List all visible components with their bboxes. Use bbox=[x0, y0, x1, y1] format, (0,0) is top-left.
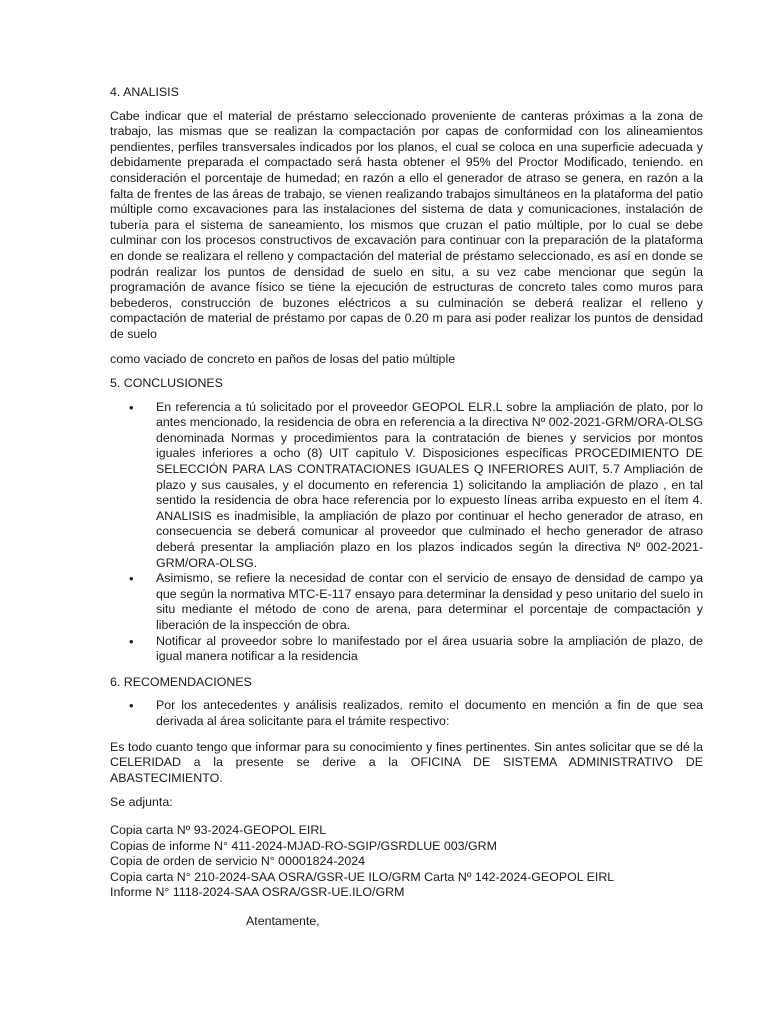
analysis-paragraph-continuation: como vaciado de concreto en paños de losas del patio múltiple bbox=[110, 351, 456, 366]
list-item-text: Notificar al proveedor sobre lo manifestado por el área usuaria sobre la ampliación de plazo, de igual manera notificar a la residencia bbox=[156, 633, 703, 664]
signoff: Atentamente, bbox=[246, 913, 320, 928]
bullet-icon: • bbox=[129, 633, 134, 649]
attachment-item: Copia carta N° 210-2024-SAA OSRA/GSR-UE ILO/GRM Carta Nº 142-2024-GEOPOL EIRL bbox=[110, 869, 615, 884]
attachment-item: Copia de orden de servicio N° 00001824-2024 bbox=[110, 854, 366, 869]
attachment-item: Copias de informe N° 411-2024-MJAD-RO-SGIP/GSRDLUE 003/GRM bbox=[110, 838, 497, 853]
attachment-item: Copia carta Nº 93-2024-GEOPOL EIRL bbox=[110, 822, 327, 837]
bullet-icon: • bbox=[129, 571, 134, 587]
list-item-text: Por los antecedentes y análisis realizados, remito el documento en mención a fin de que sea derivada al área solicitante para el trámite respectivo: bbox=[156, 698, 703, 728]
conclusions-heading: 5. CONCLUSIONES bbox=[110, 376, 223, 391]
attachment-item: Informe N° 1118-2024-SAA OSRA/GSR-UE.ILO/GRM bbox=[110, 885, 405, 900]
list-item bbox=[110, 698, 703, 729]
bullet-icon: • bbox=[129, 698, 134, 714]
list-item-text: En referencia a tú solicitado por el proveedor GEOPOL ELR.L sobre la ampliación de plato, por lo antes mencionado, la residencia de obra en referencia a la directiva Nº 002-2021-GRM/ORA-OLSG denominada Normas y procedimientos para la contratación de bienes y servicios por montos iguales inferiores a ocho (8) UIT capitulo V. Disposiciones específicas PROCEDIMIENTO DE SELECCIÓN PARA LAS CONTRATACIONES IGUALES Q INFERIORES AUIT, 5.7 Ampliación de plazo y sus causales, y el documento en referencia 1) solicitando la ampliación de plazo , en tal sentido la residencia de obra hace referencia por lo expuesto líneas arriba expuesto en el ítem 4. ANALISIS es inadmisible, la ampliación de plazo por continuar el hecho generador de atraso, en consecuencia se deberá comunicar al proveedor que culminado el hecho generador de atraso deberá presentar la ampliación plazo en los plazos indicados según la directiva Nº 002-2021-GRM/ORA-OLSG. bbox=[156, 399, 703, 570]
list-item bbox=[110, 571, 703, 633]
document-body bbox=[110, 85, 703, 930]
attachments-list bbox=[110, 823, 703, 901]
bullet-icon: • bbox=[129, 399, 134, 415]
recommendations-heading: 6. RECOMENDACIONES bbox=[110, 674, 252, 689]
list-item-text: Asimismo, se refiere la necesidad de contar con el servicio de ensayo de densidad de campo ya que según la normativa MTC-E-117 ensayo para determinar la densidad y peso unitario del suelo in situ mediante el método de cono de arena, para determinar el porcentaje de compactación y liberación de la inspección de obra. bbox=[156, 571, 703, 632]
conclusions-list bbox=[110, 400, 703, 665]
analysis-heading: 4. ANALISIS bbox=[110, 85, 179, 99]
analysis-paragraph: Cabe indicar que el material de préstamo seleccionado proveniente de canteras próximas a la zona de trabajo, las mismas que se realizan la compactación por capas de conformidad con los alineamientos pendientes, perfiles transversales indicados por los planos, el cual se coloca en una superficie adecuada y debidamente preparada el compactado será hasta obtener el 95% del Proctor Modificado, teniendo. en consideración el porcentaje de humedad; en razón a ello el generador de atraso se genera, en razón a la falta de frentes de las áreas de trabajo, se vienen realizando trabajos simultáneos en la plataforma del patio múltiple como excavaciones para las instalaciones del sistema de data y comunicaciones, instalación de tubería para el sistema de saneamiento, los mismos que cruzan el patio múltiple, por lo cual se debe culminar con los procesos constructivos de excavación para continuar con la preparación de la plataforma en donde se realizara el relleno y compactación del material de préstamo seleccionado, es así en donde se podrán realizar los puntos de densidad de suelo en situ, a su vez cabe mencionar que según la programación de avance físico se tiene la ejecución de estructuras de concreto tales como muros para bebederos, construcción de buzones eléctricos a su culminación se deberá realizar el relleno y compactación de material de préstamo por capas de 0.20 m para asi poder realizar los puntos de densidad de suelo bbox=[110, 108, 703, 341]
list-item bbox=[110, 400, 703, 572]
list-item bbox=[110, 634, 703, 665]
recommendations-list bbox=[110, 698, 703, 729]
attachments-label: Se adjunta: bbox=[110, 795, 173, 810]
closing-paragraph: Es todo cuanto tengo que informar para su conocimiento y fines pertinentes. Sin antes solicitar que se dé la CELERIDAD a la presente se derive a la OFICINA DE SISTEMA ADMINISTRATIVO DE ABASTECIMIENTO. bbox=[110, 739, 703, 785]
